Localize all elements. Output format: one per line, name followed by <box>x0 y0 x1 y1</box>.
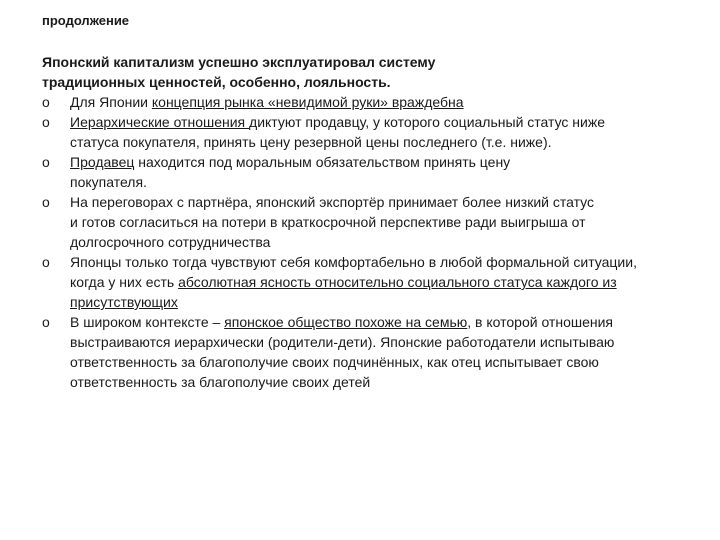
intro-text: Японский капитализм успешно эксплуатировал систему традиционных ценностей, особенно, лояльность. <box>42 54 436 90</box>
item-text: находится под моральным обязательством принять цену покупателя. <box>70 154 511 190</box>
item-emphasis: японское общество похоже на семью <box>224 314 468 330</box>
bullet-icon: o <box>42 94 50 110</box>
bullet-list <box>42 92 672 392</box>
slide-body <box>42 52 672 392</box>
item-text: В широком контексте – <box>70 314 225 330</box>
bullet-icon: o <box>42 114 50 130</box>
bullet-icon: o <box>42 194 50 210</box>
list-item <box>42 312 650 392</box>
item-emphasis: Продавец <box>70 154 135 170</box>
list-item <box>42 92 630 112</box>
item-text: На переговорах с партнёра, японский экспортёр принимает более низкий статус и готов согласиться на потери в краткосрочной перспективе ради выигрыша от долгосрочного сотрудничества <box>70 194 595 250</box>
item-emphasis: концепция рынка «невидимой руки» враждебна <box>151 94 464 110</box>
item-text: , в которой отношения выстраиваются иерархически (родители-дети). Японские работодатели испытываю ответственность за благополучие своих подчинённых, как отец испытывает свою ответственность за благополучие своих детей <box>70 314 615 390</box>
list-item <box>42 112 630 152</box>
bullet-icon: o <box>42 314 50 330</box>
bullet-icon: o <box>42 154 50 170</box>
list-item <box>42 192 600 252</box>
bullet-icon: o <box>42 254 50 270</box>
item-text: диктуют продавцу, у которого социальный статус ниже статуса покупателя, принять цену резервной цены последнего (т.е. ниже). <box>70 114 606 150</box>
list-item <box>42 252 650 312</box>
page-title: продолжение <box>42 13 130 28</box>
item-text: Для Японии <box>70 94 152 110</box>
item-emphasis: Иерархические отношения <box>70 114 250 130</box>
item-text: Японцы только тогда чувствуют себя комфортабельно в любой формальной ситуации, когда у них есть <box>70 254 637 290</box>
item-emphasis: абсолютная ясность относительно социального статуса каждого из присутствующих <box>70 274 617 310</box>
list-item <box>42 152 590 192</box>
